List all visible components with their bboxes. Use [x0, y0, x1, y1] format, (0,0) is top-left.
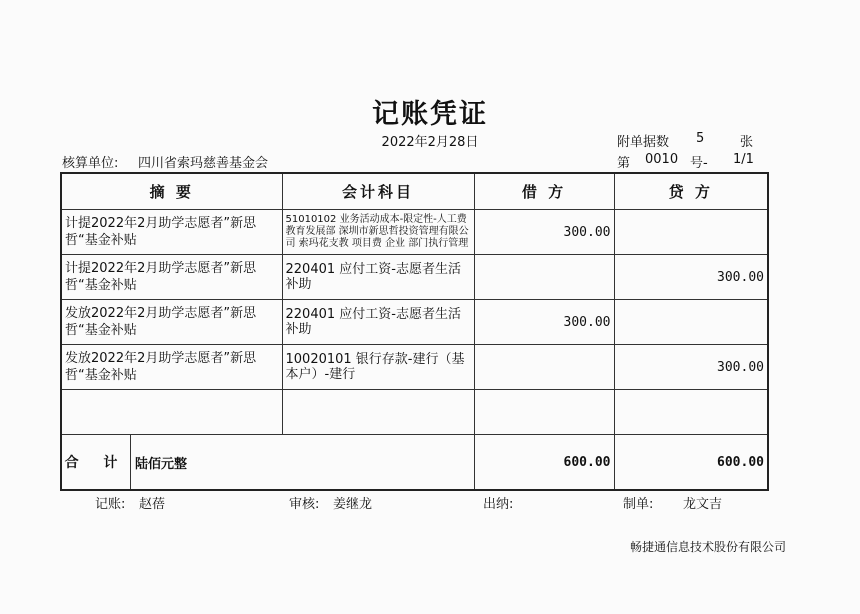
cashier-label: 出纳:: [483, 497, 514, 512]
entry-summary: 计提2022年2月助学志愿者”新思哲“基金补贴: [61, 210, 282, 255]
entry-account: 10020101 银行存款-建行（基本户）-建行: [282, 345, 474, 390]
attachments-unit: 张: [740, 135, 754, 150]
total-debit: 600.00: [474, 435, 614, 491]
unit-value: 四川省索玛慈善基金会: [138, 156, 269, 171]
entry-debit: [474, 255, 614, 300]
entry-account: 220401 应付工资-志愿者生活补助: [282, 255, 474, 300]
vendor-name: 畅捷通信息技术股份有限公司: [630, 540, 787, 554]
bookkeeper-name: 赵蓓: [139, 497, 166, 512]
entry-account: 51010102 业务活动成本-限定性-人工费 教育发展部 深圳市新思哲投资管理有限公司 索玛花支教 项目费 企业 部门执行管理: [282, 210, 474, 255]
voucher-title: 记账凭证: [372, 99, 488, 130]
total-label-cell: [61, 435, 474, 491]
reviewer-label: 审核:: [289, 497, 320, 512]
table-row: [61, 345, 768, 390]
voucher-number: 0010: [645, 152, 679, 167]
table-row: [61, 255, 768, 300]
preparer-label: 制单:: [623, 497, 654, 512]
bookkeeper-label: 记账:: [95, 497, 126, 512]
entry-credit: 300.00: [614, 345, 768, 390]
header-credit: 贷 方: [614, 173, 768, 210]
table-header-row: [61, 173, 768, 210]
voucher-no-prefix: 第: [617, 156, 631, 171]
entry-credit: [614, 210, 768, 255]
entry-credit: [614, 300, 768, 345]
attachments-count: 5: [696, 131, 705, 146]
empty-row: [61, 390, 768, 435]
total-row: [61, 435, 768, 491]
total-label: 合 计: [62, 435, 131, 489]
header-summary: 摘 要: [61, 173, 282, 210]
entry-summary: 发放2022年2月助学志愿者”新思哲“基金补贴: [61, 300, 282, 345]
empty-cell: [282, 390, 474, 435]
empty-cell: [61, 390, 282, 435]
reviewer-name: 姜继龙: [333, 497, 373, 512]
empty-cell: [614, 390, 768, 435]
header-debit: 借 方: [474, 173, 614, 210]
preparer-name: 龙文吉: [683, 497, 723, 512]
table-row: [61, 300, 768, 345]
header-account: 会计科目: [282, 173, 474, 210]
attachments-label: 附单据数: [617, 135, 670, 150]
voucher-no-suffix: 号-: [690, 156, 708, 171]
entry-summary: 计提2022年2月助学志愿者”新思哲“基金补贴: [61, 255, 282, 300]
voucher-date: 2022年2月28日: [381, 135, 479, 150]
total-amount-words: 陆佰元整: [135, 456, 188, 472]
entry-summary: 发放2022年2月助学志愿者”新思哲“基金补贴: [61, 345, 282, 390]
voucher-table: [60, 172, 769, 491]
entry-debit: 300.00: [474, 210, 614, 255]
unit-label: 核算单位:: [62, 156, 119, 171]
entry-account: 220401 应付工资-志愿者生活补助: [282, 300, 474, 345]
entry-credit: 300.00: [614, 255, 768, 300]
voucher-page: 1/1: [733, 152, 754, 167]
total-credit: 600.00: [614, 435, 768, 491]
empty-cell: [474, 390, 614, 435]
entry-debit: [474, 345, 614, 390]
table-row: [61, 210, 768, 255]
entry-debit: 300.00: [474, 300, 614, 345]
